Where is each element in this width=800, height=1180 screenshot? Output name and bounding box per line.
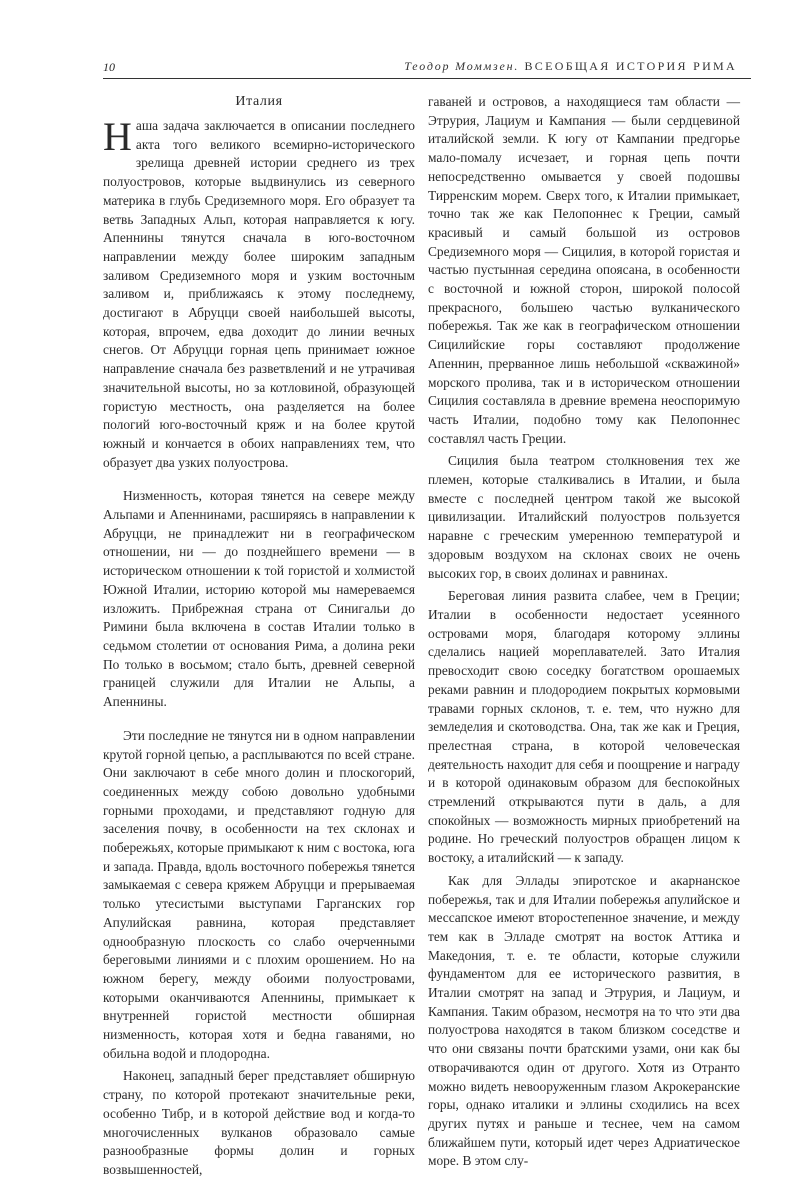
page-header (103, 58, 751, 82)
running-head-title: ВСЕОБЩАЯ ИСТОРИЯ РИМА (524, 59, 737, 73)
paragraph-7: Береговая линия развита слабее, чем в Греции; Италии в особенности недостает усеянного островами моря, благодаря которому эллины сделались нацией мореплавателей. Зато Италия превосходит свою соседку богатством орошаемых реками равнин и плодородием покрытых кормовыми травами горных склонов, т. е. тем, что нужно для земледелия и скотоводства. Она, так же как и Греция, прелестная страна, в которой человеческая деятельность находит для себя и поощрение и награду и в которой одинаковым образом для беспокойных стремлений открываются пути в даль, а для спокойных — возможность мирных приобретений на родине. Но греческий полуостров обращен лицом к востоку, а италийский — к западу. (428, 588, 740, 866)
section-title: Италия (235, 94, 283, 109)
paragraph-4: Наконец, западный берег представляет обширную страну, по которой протекают значительные реки, особенно Тибр, и в которой действие вод и когда-то многочисленных вулканов образовало самые разнообразные формы долин и горных возвышенностей, (103, 1068, 415, 1177)
left-column (103, 93, 415, 1177)
paragraph-5: гаваней и островов, а находящиеся там области — Этрурия, Лациум и Кампания — были сердцевиной италийской земли. К югу от Кампании предгорье мало-помалу исчезает, и горная цепь почти непосредственно омывается у своей подошвы Тирренским морем. Сверх того, к Италии примыкает, точно так же как Пелопоннес к Греции, самый красивый и самый большой из островов Средиземного моря — Сицилия, в которой гористая и частью пустынная середина опоясана, в особенности с восточной и южной сторон, широкой полосой прекрасного, большею частью вулканического побережья. Так же как в географическом отношении Сицилийские горы составляют продолжение Апеннин, прерванное лишь небольшой «скважиной» морского пролива, так и в историческом отношении Сицилия составляла в древние времена неоспоримую часть Италии, подобно тому как Пелопоннес составлял часть Греции. (428, 94, 740, 446)
right-column (428, 93, 740, 1169)
paragraph-6: Сицилия была театром столкновения тех же племен, которые сталкивались в Италии, и была вместе с последней центром такой же высокой цивилизации. Италийский полуостров пользуется наравне с греческим умеренною температурой и здоровым воздухом на склонах своих не очень высоких гор, в своих долинах и равнинах. (428, 453, 740, 581)
paragraph-3: Эти последние не тянутся ни в одном направлении крутой горной цепью, а расплываются по всей стране. Они заключают в себе много долин и плоскогорий, соединенных между собою довольно удобными горными проходами, и представляют годную для заселения почву, в особенности на тех склонах и побережьях, которые примыкают к ним с востока, юга и запада. Правда, вдоль восточного побережья тянется замыкаемая с севера кряжем Абруцци и прерываемая только утесистыми выступами Гарганских гор Апулийская равнина, которая представляет однообразную плоскость со слабо очерченными береговыми линиями и с плохим орошением. Но на южном берегу, между обоими полуостровами, которыми оканчиваются Апеннины, примыкает к внутренней гористой местности обширная низменность, которая хотя и бедна гаванями, но обильна водой и плодородна. (103, 727, 415, 1061)
paragraph-1-text: аша задача заключается в описании последнего акта того великого всемирно-исторического зрелища древней истории среднего из трех полуостровов, которые выдвинулись из северного материка в глубь Средиземного моря. Его образует та ветвь Западных Альп, которая направляется к югу. Апеннины тянутся сначала в юго-восточном направлении между более широким западным заливом Средиземного моря и узким восточным заливом и, приближаясь к этому последнему, достигают в Абруцци своей наибольшей высоты, которая, впрочем, едва доходит до линии вечных снегов. От Абруцци горная цепь принимает южное направление сначала без разветвлений и не утрачивая значительной высоты, но за котловиной, образующей гористую местность, она разделяется на более пологий юго-восточный кряж и на более крутой южный и кончается в обоих направлениях тем, что образует два узких полуострова. (103, 118, 415, 470)
paragraph-1 (103, 114, 415, 472)
paragraph-2: Низменность, которая тянется на севере между Альпами и Апеннинами, расширяясь в направлении к Абруцци, не принадлежит ни в географическом отношении, ни — до позднейшего времени — в историческом отношении к той гористой и холмистой Южной Италии, историю которой мы намереваемся изложить. Прибрежная страна от Синигальи до Римини была включена в состав Италии только в седьмом столетии от основания Рима, а долина реки По только в восьмом; стало быть, древней северной границей служили для Италии не Альпы, а Апеннины. (103, 488, 415, 710)
header-rule (103, 78, 751, 79)
paragraph-8: Как для Эллады эпиротское и акарнанское побережья, так и для Италии побережья апулийское и мессапское имеют второстепенное значение, и между тем как в Элладе смотрят на восток Аттика и Македония, т. е. те области, которые служили фундаментом для ее исторического развития, в Италии смотрят на запад и Этрурия, и Лациум, и Кампания. Таким образом, несмотря на то что эти два полуострова находятся в таком близком соседстве и что они связаны почти братскими узами, они как бы отворачиваются один от другого. Хотя из Отранто можно видеть невооруженным глазом Акрокеранские горы, однако италики и эллины сходились на всех других путях и раньше и теснее, чем на самом ближайшем пути, который идет через Адриатическое море. В этом слу- (428, 872, 740, 1169)
running-head-author: Теодор Моммзен. (404, 59, 520, 73)
page-number: 10 (103, 60, 115, 74)
drop-cap: Н (103, 114, 132, 159)
running-head (404, 59, 737, 74)
